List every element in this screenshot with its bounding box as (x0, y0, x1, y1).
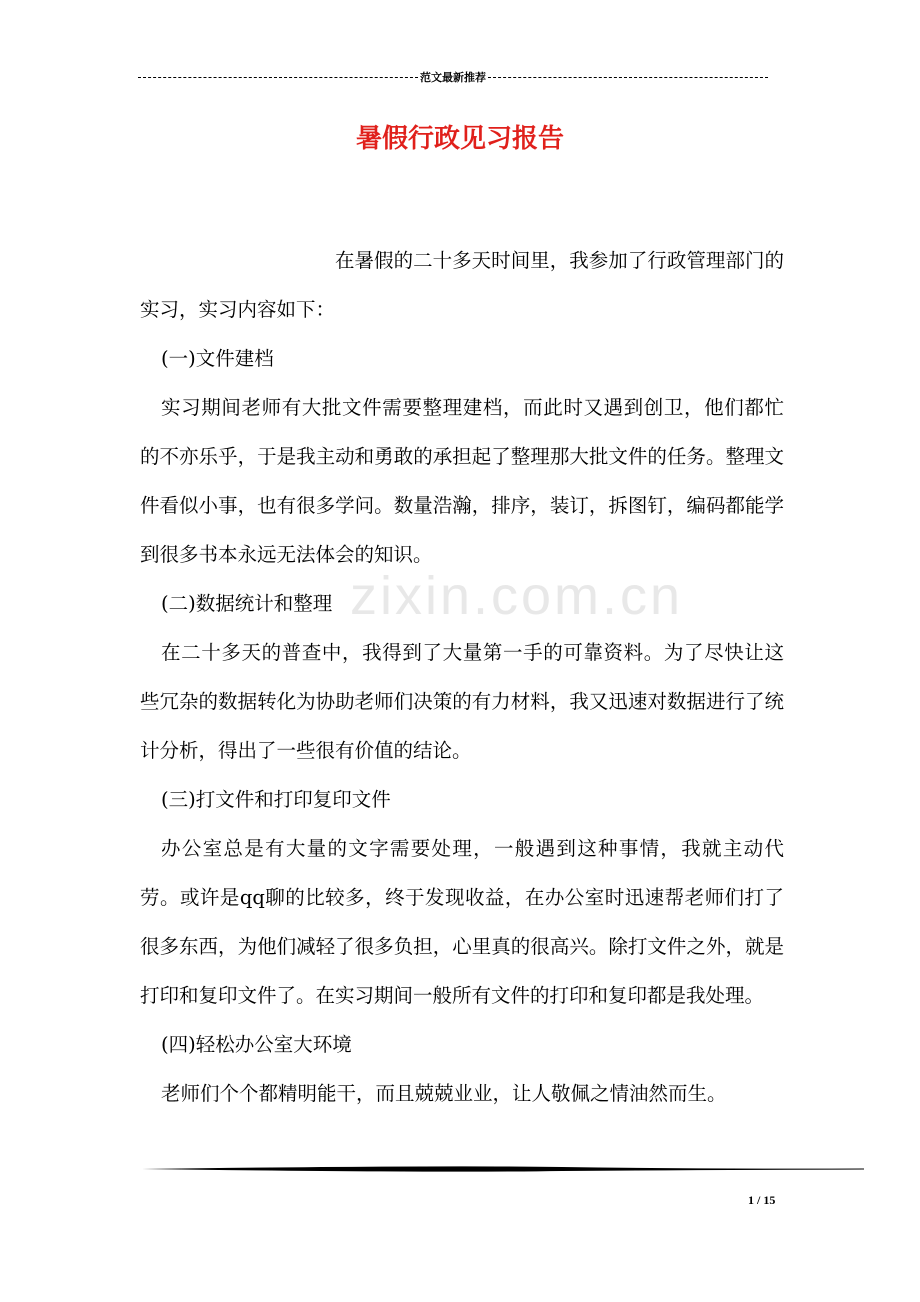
header-dash-right (488, 77, 768, 78)
section-heading-3: (三)打文件和打印复印文件 (161, 788, 391, 811)
section-paragraph-1: 实习期间老师有大批文件需要整理建档，而此时又遇到创卫，他们都忙的不亦乐乎，于是我主动和勇敢的承担起了整理那大批文件的任务。整理文件看似小事，也有很多学问。数量浩瀚，排序，装订，拆图钉，编码都能学到很多书本永远无法体会的知识。 (140, 396, 784, 566)
intro-paragraph: 在暑假的二十多天时间里，我参加了行政管理部门的实习，实习内容如下： (140, 249, 784, 321)
document-body (140, 236, 784, 1118)
document-title: 暑假行政见习报告 (355, 124, 564, 154)
footer-rule (142, 1163, 864, 1175)
header-label: 范文最新推荐 (420, 72, 486, 84)
section-paragraph-4: 老师们个个都精明能干，而且兢兢业业，让人敬佩之情油然而生。 (161, 1082, 727, 1105)
page-header (138, 68, 768, 86)
section-heading-2: (二)数据统计和整理 (161, 592, 333, 615)
page-number: 1 / 15 (748, 1193, 776, 1207)
watermark: zixin.com.cn (350, 566, 684, 626)
section-heading-1: (一)文件建档 (161, 347, 274, 370)
section-paragraph-3: 办公室总是有大量的文字需要处理，一般遇到这种事情，我就主动代劳。或许是qq聊的比较多，终于发现收益，在办公室时迅速帮老师们打了很多东西，为他们减轻了很多负担，心里真的很高兴。除打文件之外，就是打印和复印文件了。在实习期间一般所有文件的打印和复印都是我处理。 (140, 837, 784, 1007)
header-dash-left (138, 77, 418, 78)
section-heading-4: (四)轻松办公室大环境 (161, 1033, 352, 1056)
section-paragraph-2: 在二十多天的普查中，我得到了大量第一手的可靠资料。为了尽快让这些冗杂的数据转化为协助老师们决策的有力材料，我又迅速对数据进行了统计分析，得出了一些很有价值的结论。 (140, 641, 784, 762)
